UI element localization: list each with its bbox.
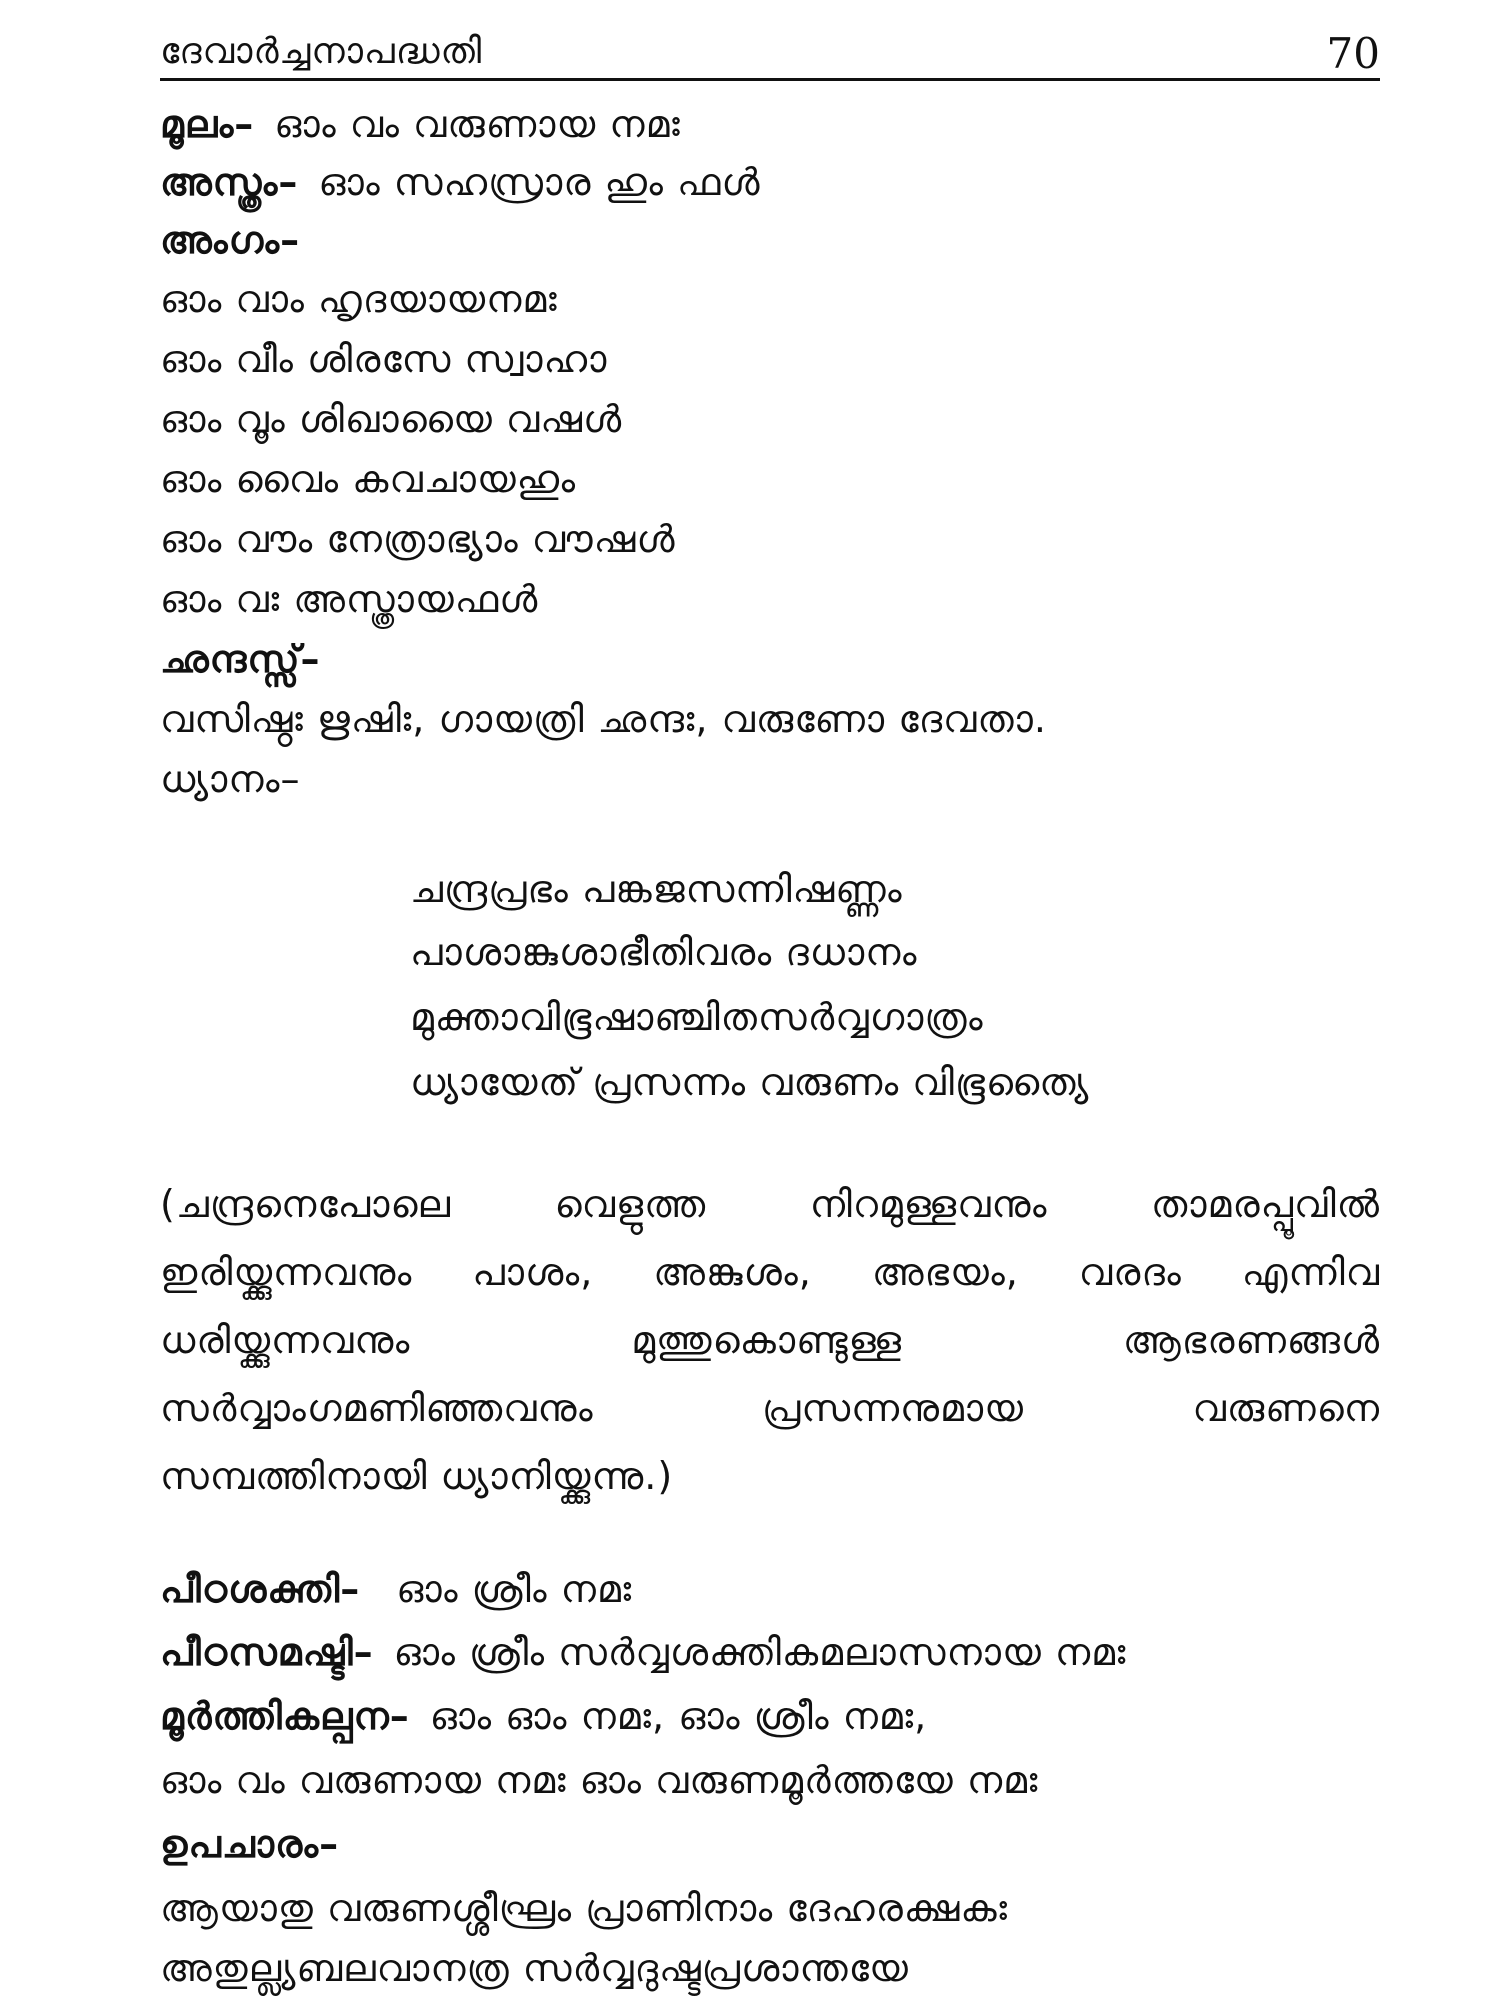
chandas-text: വസിഷ്ഠഃ ഋഷിഃ, ഗായത്രി ഛന്ദഃ, വരുണോ ദേവതാ. xyxy=(160,697,1047,741)
chandas-term: ഛന്ദസ്സ്– xyxy=(160,637,321,681)
angam-line: ഓം വാം ഹൃദയായനമഃ xyxy=(160,277,558,321)
murthikalpana-term: മൂർത്തികല്പന– xyxy=(160,1694,410,1738)
dhyanam-verse-line: മുക്താവിഭൂഷാഞ്ചിതസർവ്വഗാത്രം xyxy=(410,995,984,1039)
mulam-text: ഓം വം വരുണായ നമഃ xyxy=(274,102,681,146)
murthikalpana-continuation: ഓം വം വരുണായ നമഃ ഓം വരുണമൂർത്തയേ നമഃ xyxy=(160,1758,1039,1802)
angam-line: ഓം വഃ അസ്ത്രായഫൾ xyxy=(160,577,539,621)
running-head xyxy=(160,22,1380,80)
meaning-line: സർവ്വാംഗമണിഞ്ഞവനും പ്രസന്നനുമായ വരുണനെ xyxy=(160,1386,1380,1430)
running-title: ദേവാർച്ചനാപദ്ധതി xyxy=(160,31,483,72)
angam-line: ഓം വൗം നേത്രാഭ്യാം വൗഷൾ xyxy=(160,517,676,561)
page-number: 70 xyxy=(1326,29,1380,78)
header-rule xyxy=(160,78,1380,81)
murthikalpana-line xyxy=(160,1692,927,1740)
angam-term: അംഗം– xyxy=(160,218,301,262)
pithashakti-text: ഓം ശ്രീം നമഃ xyxy=(396,1567,633,1611)
upacharam-line: അതുല്ല്യബലവാനത്ര സർവ്വദുഷ്ടപ്രശാന്തയേ xyxy=(160,1946,909,1990)
upacharam-heading xyxy=(160,1820,339,1868)
dhyanam-label: ധ്യാനം– xyxy=(160,757,301,801)
dhyanam-verse-line: ചന്ദ്രപ്രഭം പങ്കജസന്നിഷണ്ണം xyxy=(410,867,903,911)
meaning-line: ധരിയ്ക്കുന്നവനും മുത്തുകൊണ്ടുള്ള ആഭരണങ്ങൾ xyxy=(160,1318,1380,1362)
pithasamashti-line xyxy=(160,1628,1126,1676)
pithashakti-line xyxy=(160,1565,632,1613)
upacharam-term: ഉപചാരം– xyxy=(160,1822,340,1866)
mulam-term: മൂലം– xyxy=(160,102,255,146)
astram-line xyxy=(160,158,761,206)
pithasamashti-term: പീഠസമഷ്ടി– xyxy=(160,1630,374,1674)
pithashakti-term: പീഠശക്തി– xyxy=(160,1567,361,1611)
mulam-line xyxy=(160,100,681,148)
pithasamashti-text: ഓം ശ്രീം സർവ്വശക്തികമലാസനായ നമഃ xyxy=(393,1630,1127,1674)
chandas-heading xyxy=(160,635,321,683)
astram-term: അസ്ത്രം– xyxy=(160,160,299,204)
angam-line: ഓം വൂം ശിഖായൈ വഷൾ xyxy=(160,397,623,441)
angam-line: ഓം വൈം കവചായഹും xyxy=(160,457,577,501)
murthikalpana-text: ഓം ഓം നമഃ, ഓം ശ്രീം നമഃ, xyxy=(429,1694,928,1738)
upacharam-line: ആയാതു വരുണശ്ശീഘ്രം പ്രാണിനാം ദേഹരക്ഷകഃ xyxy=(160,1886,1008,1930)
meaning-line: സമ്പത്തിനായി ധ്യാനിയ്ക്കുന്നു.) xyxy=(160,1454,674,1498)
astram-text: ഓം സഹസ്രാര ഹും ഫൾ xyxy=(318,160,761,204)
angam-line: ഓം വീം ശിരസേ സ്വാഹാ xyxy=(160,337,608,381)
meaning-line: (ചന്ദ്രനെപോലെ വെളുത്ത നിറമുള്ളവനും താമരപ്പൂവിൽ xyxy=(160,1182,1380,1226)
angam-heading xyxy=(160,216,300,264)
meaning-line: ഇരിയ്ക്കുന്നവനും പാശം, അങ്കുശം, അഭയം, വരദം എന്നിവ xyxy=(160,1250,1380,1294)
dhyanam-verse-line: ധ്യായേത് പ്രസന്നം വരുണം വിഭൂത്യൈ xyxy=(410,1060,1090,1104)
dhyanam-verse-line: പാശാങ്കുശാഭീതിവരം ദധാനം xyxy=(410,930,918,974)
